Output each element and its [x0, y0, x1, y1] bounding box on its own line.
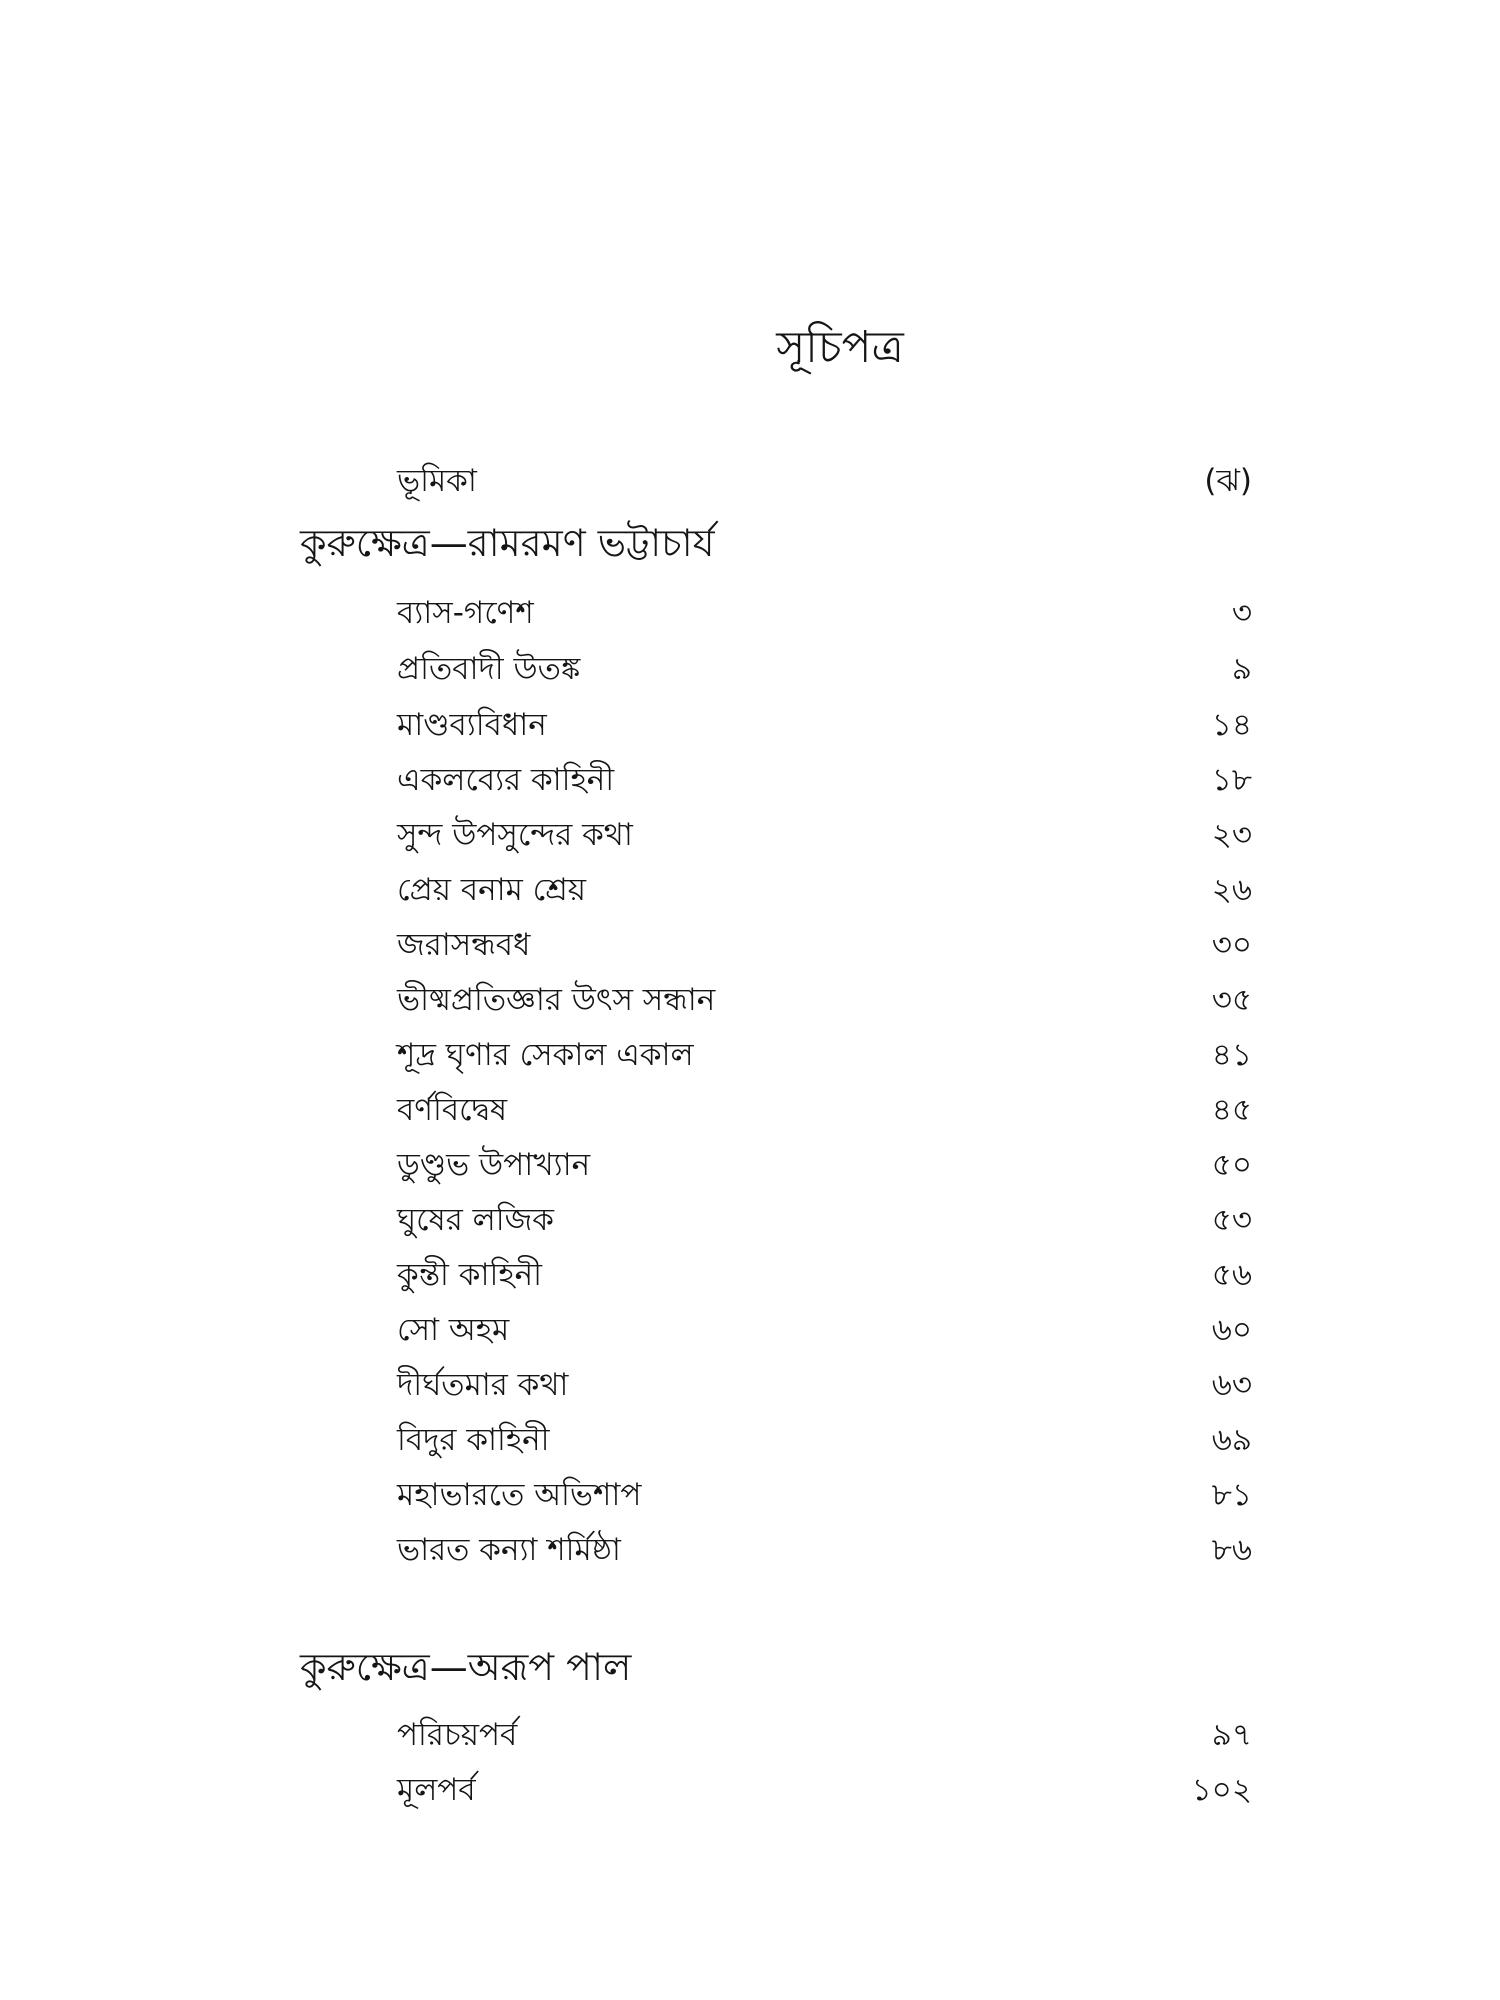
toc-entry-page: ৮১: [1211, 1477, 1252, 1513]
toc-entry-title: ভীষ্মপ্রতিজ্ঞার উৎস সন্ধান: [397, 982, 716, 1018]
toc-entry-title: ঘুষের লজিক: [397, 1202, 554, 1238]
toc-entry-title: জরাসন্ধবধ: [397, 927, 531, 963]
page-title: সূচিপত্র: [776, 322, 904, 373]
toc-entry-title: সুন্দ উপসুন্দের কথা: [397, 817, 633, 853]
toc-entry-page: ১০২: [1191, 1772, 1252, 1808]
toc-entry-page: ৫৩: [1211, 1202, 1252, 1238]
toc-entry-page: ২৩: [1211, 817, 1252, 853]
section-heading-1: কুরুক্ষেত্র—রামরমণ ভট্টাচার্য: [300, 521, 715, 565]
section-heading-2: কুরুক্ষেত্র—অরূপ পাল: [300, 1645, 632, 1689]
toc-entry: [0, 867, 1500, 913]
toc-entry: [0, 1252, 1500, 1298]
toc-entry-page: ৮৬: [1211, 1532, 1252, 1568]
toc-entry: [0, 757, 1500, 803]
toc-entry-page: ১৮: [1211, 762, 1252, 798]
toc-entry-title: বিদুর কাহিনী: [397, 1422, 550, 1458]
toc-entry-title: ডুণ্ডুভ উপাখ্যান: [397, 1147, 591, 1183]
toc-entry-page: ৯৭: [1211, 1717, 1252, 1753]
toc-entry-title: শূদ্র ঘৃণার সেকাল একাল: [397, 1037, 694, 1073]
toc-entry-title: মাণ্ডব্যবিধান: [397, 707, 547, 743]
toc-entry: [0, 702, 1500, 748]
toc-entry: [0, 1417, 1500, 1463]
toc-entry: [0, 1142, 1500, 1188]
toc-entry-title: মূলপর্ব: [397, 1772, 476, 1808]
toc-entry-title: পরিচয়পর্ব: [397, 1717, 518, 1753]
toc-entry-title: ব্যাস-গণেশ: [397, 595, 534, 631]
toc-entry-page: ২৬: [1211, 872, 1252, 908]
toc-entry-page: ৪১: [1211, 1037, 1252, 1073]
toc-entry-page: ৬৯: [1211, 1422, 1252, 1458]
toc-entry: [0, 977, 1500, 1023]
intro-row: [0, 458, 1500, 504]
toc-entry-page: ৫৬: [1211, 1257, 1252, 1293]
toc-entry-page: ৩৫: [1211, 982, 1252, 1018]
toc-entry-title: মহাভারতে অভিশাপ: [397, 1477, 642, 1513]
toc-entry-title: প্রেয় বনাম শ্রেয়: [397, 872, 587, 908]
toc-entry-page: ১৪: [1211, 707, 1252, 743]
toc-entry-page: ৩: [1231, 595, 1252, 631]
toc-entry-title: দীর্ঘতমার কথা: [397, 1367, 569, 1403]
toc-entry: [0, 1032, 1500, 1078]
toc-entry: [0, 1472, 1500, 1518]
toc-entry: [0, 1527, 1500, 1573]
toc-entry-page: ৯: [1231, 651, 1252, 687]
toc-entry-page: ৬০: [1211, 1312, 1252, 1348]
toc-entry-title: একলব্যের কাহিনী: [397, 762, 615, 798]
toc-entry-title: বর্ণবিদ্বেষ: [397, 1092, 508, 1128]
toc-entry-title: প্রতিবাদী উতঙ্ক: [397, 651, 581, 687]
toc-entry: [0, 1712, 1500, 1758]
toc-entry-page: ৬৩: [1211, 1367, 1252, 1403]
toc-entry: [0, 1087, 1500, 1133]
toc-entry-title: সো অহম: [397, 1312, 510, 1348]
toc-entry-page: ৩০: [1211, 927, 1252, 963]
toc-entry: [0, 812, 1500, 858]
toc-entry: [0, 1767, 1500, 1813]
toc-entry: [0, 646, 1500, 692]
toc-entry: [0, 1197, 1500, 1243]
toc-entry: [0, 922, 1500, 968]
toc-entry-page: ৪৫: [1211, 1092, 1252, 1128]
toc-entry-title: ভারত কন্যা শর্মিষ্ঠা: [397, 1532, 621, 1568]
toc-entry-page: ৫০: [1211, 1147, 1252, 1183]
intro-title: ভূমিকা: [397, 463, 477, 499]
intro-page: (ঝ): [1204, 463, 1252, 499]
toc-entry-title: কুন্তী কাহিনী: [397, 1257, 542, 1293]
toc-entry: [0, 1307, 1500, 1353]
toc-entry: [0, 1362, 1500, 1408]
toc-entry: [0, 590, 1500, 636]
